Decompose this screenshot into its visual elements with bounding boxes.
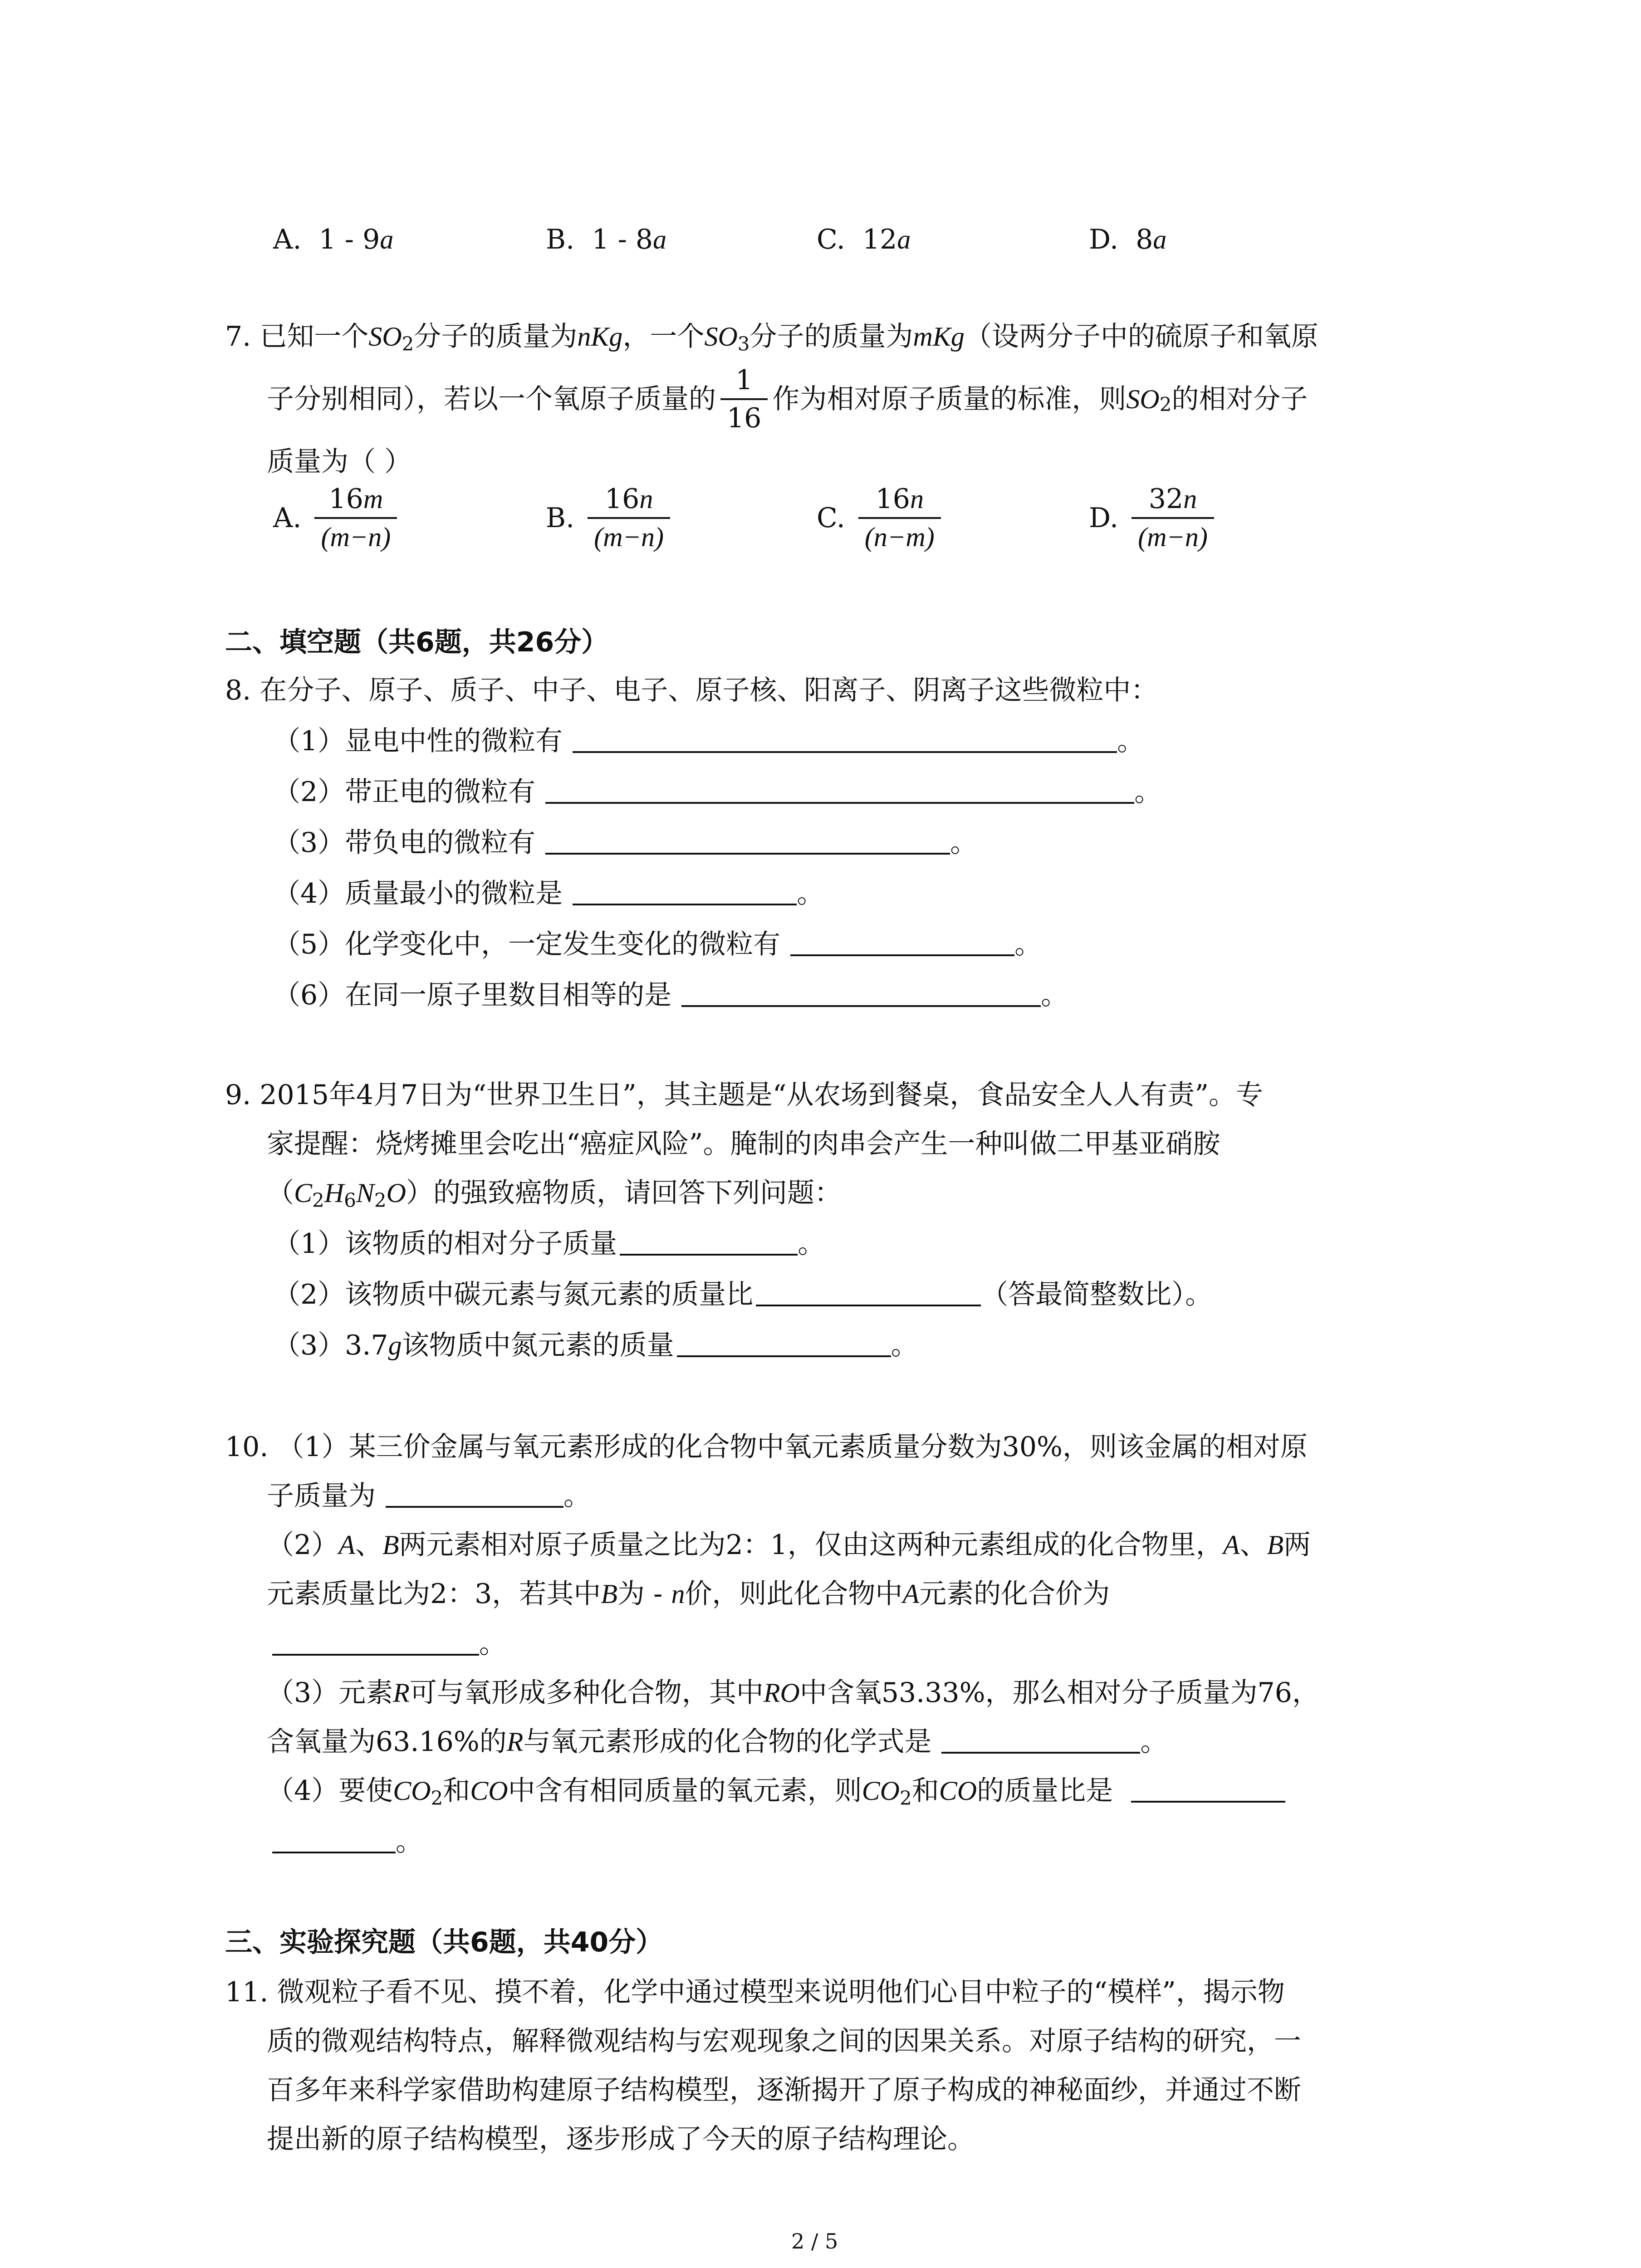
item-end: 。 <box>797 878 824 909</box>
var: A <box>338 1530 355 1560</box>
item-end: 。 <box>798 1228 825 1260</box>
formula: CO <box>393 1776 431 1806</box>
item-end: 。 <box>1117 725 1145 757</box>
subscript: 2 <box>431 1787 443 1809</box>
formula: SO <box>1126 384 1160 414</box>
answer-blank[interactable] <box>941 1732 1140 1754</box>
q11-line-2: 质的微观结构特点，解释微观结构与宏观现象之间的因果关系。对原子结构的研究，一 <box>267 2025 1301 2057</box>
q8-item-5 <box>273 931 1042 958</box>
q9-item-2 <box>273 1281 1212 1308</box>
text: 质量为（ ） <box>267 446 412 478</box>
fraction-one-sixteenth <box>720 364 768 434</box>
fraction-numerator <box>588 485 670 519</box>
text: 子质量为 <box>267 1480 376 1512</box>
num-var: n <box>639 484 653 514</box>
option-label: A. <box>273 224 302 255</box>
text: 、 <box>1239 1529 1267 1561</box>
unit: g <box>388 1330 402 1360</box>
page-number: 2 / 5 <box>791 2229 838 2253</box>
fraction-denominator: (m−n) <box>1138 522 1208 552</box>
q9-item-1 <box>273 1228 825 1260</box>
section-3-title: 三、实验探究题（共6题，共40分） <box>225 1926 663 1958</box>
fraction-denominator: (n−m) <box>864 522 935 552</box>
item-text: （2）该物质中碳元素与氮元素的质量比 <box>273 1279 754 1310</box>
answer-blank[interactable] <box>790 934 1014 956</box>
answer-blank[interactable] <box>573 731 1117 753</box>
var: A <box>902 1579 920 1609</box>
option-text: 12 <box>862 224 897 255</box>
q10-line-6 <box>267 1677 1319 1709</box>
subscript: 2 <box>374 1189 387 1212</box>
text: ，一个 <box>622 321 705 352</box>
subscript: 2 <box>312 1189 324 1212</box>
answer-blank[interactable] <box>681 985 1041 1007</box>
formula: RO <box>763 1678 800 1708</box>
element-symbol: H <box>324 1178 344 1208</box>
text: 两 <box>1283 1529 1311 1561</box>
num-value: 16 <box>328 483 363 515</box>
q8-item-6 <box>273 979 1068 1011</box>
var: n <box>671 1579 685 1609</box>
item-text: （1）显电中性的微粒有 <box>273 725 563 757</box>
q7-line-2 <box>267 364 1308 434</box>
formula: CO <box>939 1776 977 1806</box>
option-var: a <box>1153 225 1167 254</box>
subscript: 6 <box>344 1189 356 1212</box>
num-var: m <box>363 484 383 514</box>
text: 作为相对原子质量的标准，则 <box>772 383 1127 415</box>
var: B <box>1267 1530 1284 1560</box>
option-label: C. <box>817 224 845 255</box>
q10-line-9 <box>272 1828 423 1855</box>
text: 和 <box>911 1775 939 1807</box>
q7-option-b <box>546 485 675 551</box>
q6-option-a <box>273 226 393 253</box>
var: B <box>601 1579 618 1609</box>
item-end: 。 <box>950 827 978 859</box>
answer-blank[interactable] <box>386 1486 563 1508</box>
text: 为 - <box>617 1578 671 1610</box>
answer-blank[interactable] <box>756 1285 981 1306</box>
text: 中含氧53.33%，那么相对分子质量为76， <box>799 1677 1319 1709</box>
option-label: D. <box>1089 502 1119 534</box>
num-value: 16 <box>875 483 910 515</box>
item-text: （3）3.7 <box>273 1330 388 1361</box>
text: （设两分子中的硫原子和氧原 <box>964 321 1318 352</box>
num-var: n <box>910 484 924 514</box>
text: 与氧元素形成的化合物的化学式是 <box>523 1726 932 1758</box>
answer-blank[interactable] <box>677 1335 891 1357</box>
fraction-numerator <box>314 485 397 519</box>
item-end: （答最简整数比）。 <box>981 1279 1213 1310</box>
formula: CO <box>470 1776 508 1806</box>
answer-blank[interactable] <box>620 1234 798 1256</box>
option-label: B. <box>546 502 575 534</box>
item-text: （6）在同一原子里数目相等的是 <box>273 979 672 1011</box>
q10-line-3 <box>267 1531 1311 1559</box>
answer-blank[interactable] <box>1131 1781 1285 1803</box>
q9-line-1: 9. 2015年4月7日为“世界卫生日”，其主题是“从农场到餐桌，食品安全人人有责”。专 <box>225 1079 1264 1111</box>
answer-blank-continued[interactable] <box>272 1832 396 1853</box>
option-var: a <box>897 225 911 254</box>
q9-item-3 <box>273 1332 918 1359</box>
option-text: 1 - 9 <box>318 224 380 255</box>
item-text: （2）带正电的微粒有 <box>273 776 536 808</box>
q8-stem: 8. 在分子、原子、质子、中子、电子、原子核、阳离子、阴离子这些微粒中： <box>225 675 1158 706</box>
subscript: 2 <box>900 1787 912 1809</box>
q6-option-b <box>546 226 666 253</box>
subscript: 2 <box>402 332 414 355</box>
question-number: 7. <box>225 321 251 352</box>
item-text: 该物质中氮元素的质量 <box>402 1330 674 1361</box>
option-label: B. <box>546 224 575 255</box>
option-label: C. <box>817 502 845 534</box>
text: 含氧量为63.16%的 <box>267 1726 507 1758</box>
q7-option-a <box>273 485 402 551</box>
section-2-title: 二、填空题（共6题，共26分） <box>225 626 609 658</box>
text: 的质量比是 <box>977 1775 1113 1807</box>
q8-item-3 <box>273 827 978 859</box>
q10-line-7 <box>267 1726 1168 1758</box>
q10-line-5 <box>272 1628 506 1660</box>
text: 。 <box>563 1480 591 1512</box>
var: R <box>506 1727 524 1757</box>
text: 分子的质量为 <box>414 321 578 352</box>
q8-item-4 <box>273 880 824 907</box>
text: 。 <box>1140 1726 1168 1758</box>
element-symbol: N <box>356 1178 374 1208</box>
q10-line-8 <box>267 1775 1285 1809</box>
answer-blank[interactable] <box>573 884 797 905</box>
num-value: 32 <box>1148 483 1184 515</box>
text: ）的强致癌物质，请回答下列问题： <box>406 1177 842 1209</box>
option-text: 8 <box>1136 224 1153 255</box>
item-end: 。 <box>1014 929 1042 960</box>
text: 价，则此化合物中 <box>685 1578 903 1610</box>
q11-line-4: 提出新的原子结构模型，逐步形成了今天的原子结构理论。 <box>267 2123 975 2155</box>
option-fraction <box>858 485 941 551</box>
unit: Kg <box>932 322 965 352</box>
q10-line-4 <box>267 1580 1110 1608</box>
item-end: 。 <box>1041 979 1068 1011</box>
formula: SO <box>704 322 738 352</box>
option-fraction <box>588 485 670 551</box>
num-var: n <box>1183 484 1197 514</box>
q9-line-3 <box>267 1177 842 1212</box>
formula: CO <box>862 1776 900 1806</box>
fraction-denominator: (m−n) <box>321 522 391 552</box>
text: （3）元素 <box>267 1677 393 1709</box>
text: 已知一个 <box>260 321 369 352</box>
option-var: a <box>380 225 394 254</box>
answer-blank[interactable] <box>545 833 950 855</box>
option-var: a <box>653 225 667 254</box>
var: B <box>382 1530 399 1560</box>
q11-line-1: 11. 微观粒子看不见、摸不着，化学中通过模型来说明他们心目中粒子的“模样”，揭示物 <box>225 1976 1285 2008</box>
item-text: （5）化学变化中，一定发生变化的微粒有 <box>273 929 781 960</box>
text: 中含有相同质量的氧元素，则 <box>508 1775 862 1807</box>
option-fraction <box>314 485 397 551</box>
var: R <box>393 1678 410 1708</box>
text: （2） <box>267 1529 339 1561</box>
text: 和 <box>443 1775 470 1807</box>
q9-line-2: 家提醒：烧烤摊里会吃出“癌症风险”。腌制的肉串会产生一种叫做二甲基亚硝胺 <box>267 1128 1220 1160</box>
fraction-denominator: 16 <box>727 402 762 434</box>
fraction-numerator <box>1132 485 1214 519</box>
text: （4）要使 <box>267 1775 393 1807</box>
text: 。 <box>479 1628 506 1660</box>
answer-blank[interactable] <box>272 1634 479 1656</box>
q6-option-c <box>817 226 911 253</box>
q10-line-1: 10. （1）某三价金属与氧元素形成的化合物中氧元素质量分数为30%，则该金属的相对原 <box>225 1431 1308 1463</box>
q7-line-3 <box>267 446 412 478</box>
fraction-denominator: (m−n) <box>594 522 664 552</box>
q6-option-d <box>1089 226 1166 253</box>
q7-option-c <box>817 485 945 551</box>
text: 的相对分子 <box>1171 383 1308 415</box>
unit: Kg <box>591 322 623 352</box>
text: 元素质量比为2：3，若其中 <box>267 1578 601 1610</box>
text: 元素的化合价为 <box>919 1578 1110 1610</box>
element-symbol: O <box>386 1178 406 1208</box>
text: 。 <box>396 1826 423 1857</box>
element-symbol: C <box>294 1178 313 1208</box>
var: m <box>913 322 933 352</box>
text: 两元素相对原子质量之比为2：1，仅由这两种元素组成的化合物里， <box>399 1529 1223 1561</box>
formula: SO <box>368 322 402 352</box>
item-text: （4）质量最小的微粒是 <box>273 878 563 909</box>
option-fraction <box>1132 485 1214 551</box>
q7-line-1 <box>225 321 1318 355</box>
fraction-numerator: 1 <box>720 367 768 400</box>
var: n <box>577 322 591 352</box>
option-label: A. <box>273 502 302 534</box>
q7-option-d <box>1089 485 1219 551</box>
text: 可与氧形成多种化合物，其中 <box>409 1677 764 1709</box>
option-label: D. <box>1089 224 1119 255</box>
text: （ <box>267 1177 294 1209</box>
fraction-numerator <box>858 485 941 519</box>
q8-item-2 <box>273 778 1161 806</box>
num-value: 16 <box>604 483 640 515</box>
q11-line-3: 百多年来科学家借助构建原子结构模型，逐渐揭开了原子构成的神秘面纱，并通过不断 <box>267 2074 1301 2106</box>
item-end: 。 <box>891 1330 918 1361</box>
var: A <box>1223 1530 1240 1560</box>
option-text: 1 - 8 <box>592 224 653 255</box>
q8-item-1 <box>273 725 1145 757</box>
text: 子分别相同），若以一个氧原子质量的 <box>267 383 716 415</box>
subscript: 3 <box>737 332 750 355</box>
item-text: （3）带负电的微粒有 <box>273 827 536 859</box>
item-text: （1）该物质的相对分子质量 <box>273 1228 617 1260</box>
subscript: 2 <box>1159 393 1172 416</box>
text: 分子的质量为 <box>749 321 913 352</box>
q10-line-2 <box>267 1482 591 1510</box>
item-end: 。 <box>1134 776 1162 808</box>
answer-blank[interactable] <box>545 782 1134 804</box>
text: 、 <box>355 1529 382 1561</box>
